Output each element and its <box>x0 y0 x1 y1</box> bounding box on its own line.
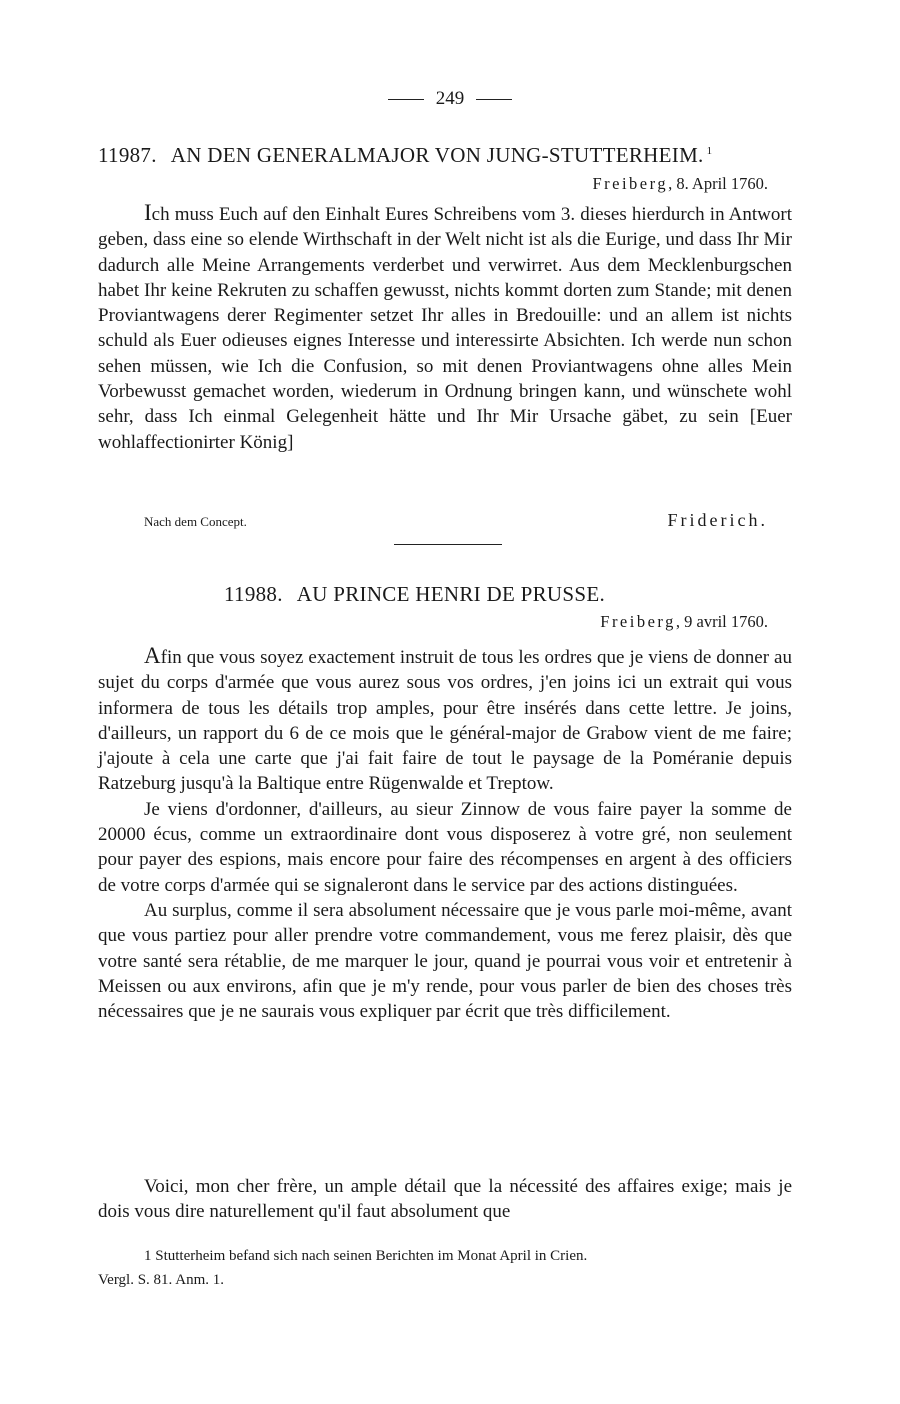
page-number-line <box>0 88 900 110</box>
letter-dateline <box>592 174 768 194</box>
paragraph-text: ch muss Euch auf den Einhalt Eures Schreibens vom 3. dieses hierdurch in Antwort geben, dass eine so elende Wirthschaft in der Welt nicht ist als die Eurige, und dass Ihr Mir dadurch alle Meine Arrangements verderbet und verwirret. Aus dem Mecklenburgschen habet Ihr keine Rekruten zu schaffen gewusst, nichts kommt dorten zum Stande; mit denen Proviantwagens derer Regimenter setzet Ihr alles in Bredouille: und an allem ist nichts schuld als Euer odieuses eignes Interesse und interessirte Absichten. Ich werde nun schon sehen müssen, wie Ich die Confusion, so mit denen Proviantwagens ohne alles Mein Vorbewusst gemachet worden, wiederum in Ordnung bringen kann, und wünschete wohl sehr, dass Ich einmal Gelegenheit hätte und Ihr Mir Ursache gäbet, zu sein [Euer wohlaffectionirter König] <box>98 204 792 453</box>
footnote <box>98 1244 798 1292</box>
page-number-dash-left <box>388 99 424 100</box>
letter-date: , 9 avril 1760. <box>675 612 768 631</box>
paragraph-text: fin que vous soyez exactement instruit de tous les ordres que je viens de donner au sujet du corps d'armée que vous aurez sous vos ordres, j'en joins ici un extrait qui vous informera de tous les détails trop amples, pour être insérés dans cette lettre. Je joins, d'ailleurs, un rapport du 6 de ce mois que le général-major de Grabow vient de me faire; j'ajoute à cela une carte que j'ai fait faire de tout le paysage de la Poméranie depuis Ratzeburg jusqu'à la Baltique entre Rügenwalde et Treptow. <box>98 647 792 795</box>
letter-heading-11988 <box>224 582 900 607</box>
letter-closing <box>98 512 792 536</box>
page-number-dash-right <box>476 99 512 100</box>
paragraph <box>98 643 792 797</box>
signature: Friderich. <box>667 510 768 530</box>
footnote-line <box>98 1244 798 1268</box>
initial-letter: I <box>144 200 152 225</box>
footnote-text: Stutterheim befand sich nach seinen Berichten im Monat April in Crien. <box>155 1248 588 1264</box>
letter-title: AN DEN GENERALMAJOR VON JUNG-STUTTERHEIM. <box>170 143 704 167</box>
letter-number: 11987. <box>98 143 157 167</box>
footnote-marker: 1 <box>144 1248 152 1264</box>
letter-place: Freiberg <box>600 612 676 631</box>
letter-body-french-continued <box>98 1174 792 1225</box>
footnote-line: Vergl. S. 81. Anm. 1. <box>98 1272 224 1288</box>
page-number: 249 <box>435 88 465 109</box>
paragraph: Je viens d'ordonner, d'ailleurs, au sieur Zinnow de vous faire payer la somme de 20000 écus, comme un extraordinaire dont vous disposerez à votre gré, non seulement pour payer des espions, mais encore pour faire des récompenses en argent à des officiers de votre corps d'armée qui se signaleront dans le service par des actions distinguées. <box>98 798 792 896</box>
letter-date: , 8. April 1760. <box>668 174 768 193</box>
letter-heading-11987 <box>98 143 798 168</box>
source-note: Nach dem Concept. <box>144 514 247 529</box>
section-separator <box>394 544 502 545</box>
letter-body-french <box>98 643 792 1024</box>
letter-place: Freiberg <box>592 174 669 193</box>
paragraph: Voici, mon cher frère, un ample détail que la nécessité des affaires exige; mais je dois vous dire naturellement qu'il faut absolument que <box>98 1176 792 1223</box>
letter-title: AU PRINCE HENRI DE PRUSSE. <box>296 582 606 606</box>
initial-letter: A <box>144 643 161 668</box>
footnote-marker: 1 <box>706 145 713 157</box>
paragraph <box>98 200 792 455</box>
letter-body-german <box>98 200 792 455</box>
letter-dateline <box>600 612 768 632</box>
letter-number: 11988. <box>224 582 283 606</box>
paragraph: Au surplus, comme il sera absolument nécessaire que je vous parle moi-même, avant que vous partiez pour aller prendre votre commandement, vous me ferez plaisir, dès que votre santé sera rétablie, de me marquer le jour, quand je pourrai vous voir et entretenir à Meissen ou aux environs, afin que je m'y rende, pour vous parler de bien des choses très nécessaires que je ne saurais vous expliquer par écrit que très difficilement. <box>98 899 792 1023</box>
